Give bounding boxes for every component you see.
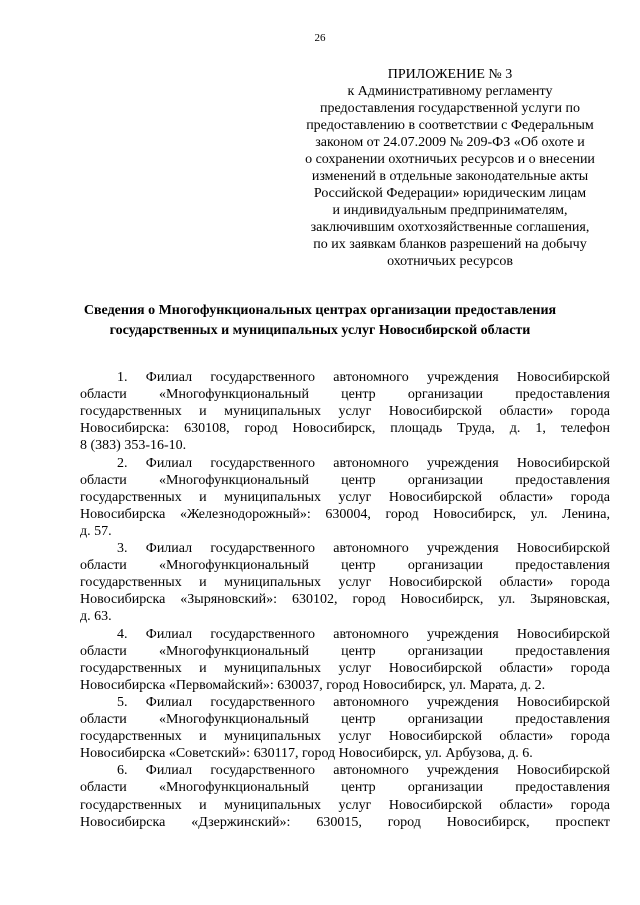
document-title-line-2: государственных и муниципальных услуг Новосибирской области <box>109 323 531 338</box>
list-item-line: области «Многофункциональный центр организации предоставления <box>80 644 610 659</box>
appendix-line: законом от 24.07.2009 № 209-ФЗ «Об охоте и <box>315 135 585 150</box>
appendix-header <box>285 66 615 270</box>
list-item-line: Новосибирска «Дзержинский»: 630015, город Новосибирск, проспект <box>80 815 610 830</box>
list-item-line: государственных и муниципальных услуг Новосибирской области» города <box>80 661 610 676</box>
list-item-line: области «Многофункциональный центр организации предоставления <box>80 712 610 727</box>
list-item-line: 8 (383) 353-16-10. <box>80 438 187 453</box>
list-item-line: области «Многофункциональный центр организации предоставления <box>80 473 610 488</box>
list-item-line: Новосибирска «Железнодорожный»: 630004, город Новосибирск, ул. Ленина, <box>80 507 610 522</box>
list-item-line: области «Многофункциональный центр организации предоставления <box>80 780 610 795</box>
appendix-line: охотничьих ресурсов <box>387 254 513 269</box>
document-title-line-1: Сведения о Многофункциональных центрах организации предоставления <box>83 303 557 318</box>
appendix-line: о сохранении охотничьих ресурсов и о внесении <box>305 152 595 167</box>
list-item-line: области «Многофункциональный центр организации предоставления <box>80 558 610 573</box>
appendix-line: заключившим охотхозяйственные соглашения, <box>310 220 590 235</box>
list-item-line: государственных и муниципальных услуг Новосибирской области» города <box>80 404 610 419</box>
appendix-line: Российской Федерации» юридическим лицам <box>313 186 587 201</box>
document-title <box>60 301 580 341</box>
list-item-line: 3. Филиал государственного автономного учреждения Новосибирской <box>117 541 610 556</box>
appendix-line: к Административному регламенту <box>347 84 553 99</box>
list-item-line: д. 63. <box>80 609 112 624</box>
appendix-line: и индивидуальным предпринимателям, <box>332 203 568 218</box>
list-item-line: 2. Филиал государственного автономного учреждения Новосибирской <box>117 456 610 471</box>
list-item-line: д. 57. <box>80 524 112 539</box>
appendix-line: ПРИЛОЖЕНИЕ № 3 <box>387 67 513 82</box>
list-item-line: государственных и муниципальных услуг Новосибирской области» города <box>80 729 610 744</box>
appendix-line: предоставлению в соответствии с Федеральным <box>306 118 594 133</box>
appendix-line: по их заявкам бланков разрешений на добычу <box>313 237 587 252</box>
page-number: 26 <box>314 32 326 44</box>
list-item-line: Новосибирска «Зыряновский»: 630102, город Новосибирск, ул. Зыряновская, <box>80 592 610 607</box>
list-item-line: 4. Филиал государственного автономного учреждения Новосибирской <box>117 627 610 642</box>
list-item-line: Новосибирска «Первомайский»: 630037, город Новосибирск, ул. Марата, д. 2. <box>80 678 546 693</box>
list-item-line: государственных и муниципальных услуг Новосибирской области» города <box>80 575 610 590</box>
list-item-line: 1. Филиал государственного автономного учреждения Новосибирской <box>117 370 610 385</box>
list-item-line: области «Многофункциональный центр организации предоставления <box>80 387 610 402</box>
list-item-line: государственных и муниципальных услуг Новосибирской области» города <box>80 490 610 505</box>
list-item-line: 6. Филиал государственного автономного учреждения Новосибирской <box>117 763 610 778</box>
list-item-line: Новосибирска: 630108, город Новосибирск, площадь Труда, д. 1, телефон <box>80 421 610 436</box>
appendix-line: предоставления государственной услуги по <box>320 101 580 116</box>
list-item-line: 5. Филиал государственного автономного учреждения Новосибирской <box>117 695 610 710</box>
appendix-line: изменений в отдельные законодательные акты <box>311 169 589 184</box>
list-item-line: государственных и муниципальных услуг Новосибирской области» города <box>80 798 610 813</box>
list-item-line: Новосибирска «Советский»: 630117, город Новосибирск, ул. Арбузова, д. 6. <box>80 746 533 761</box>
